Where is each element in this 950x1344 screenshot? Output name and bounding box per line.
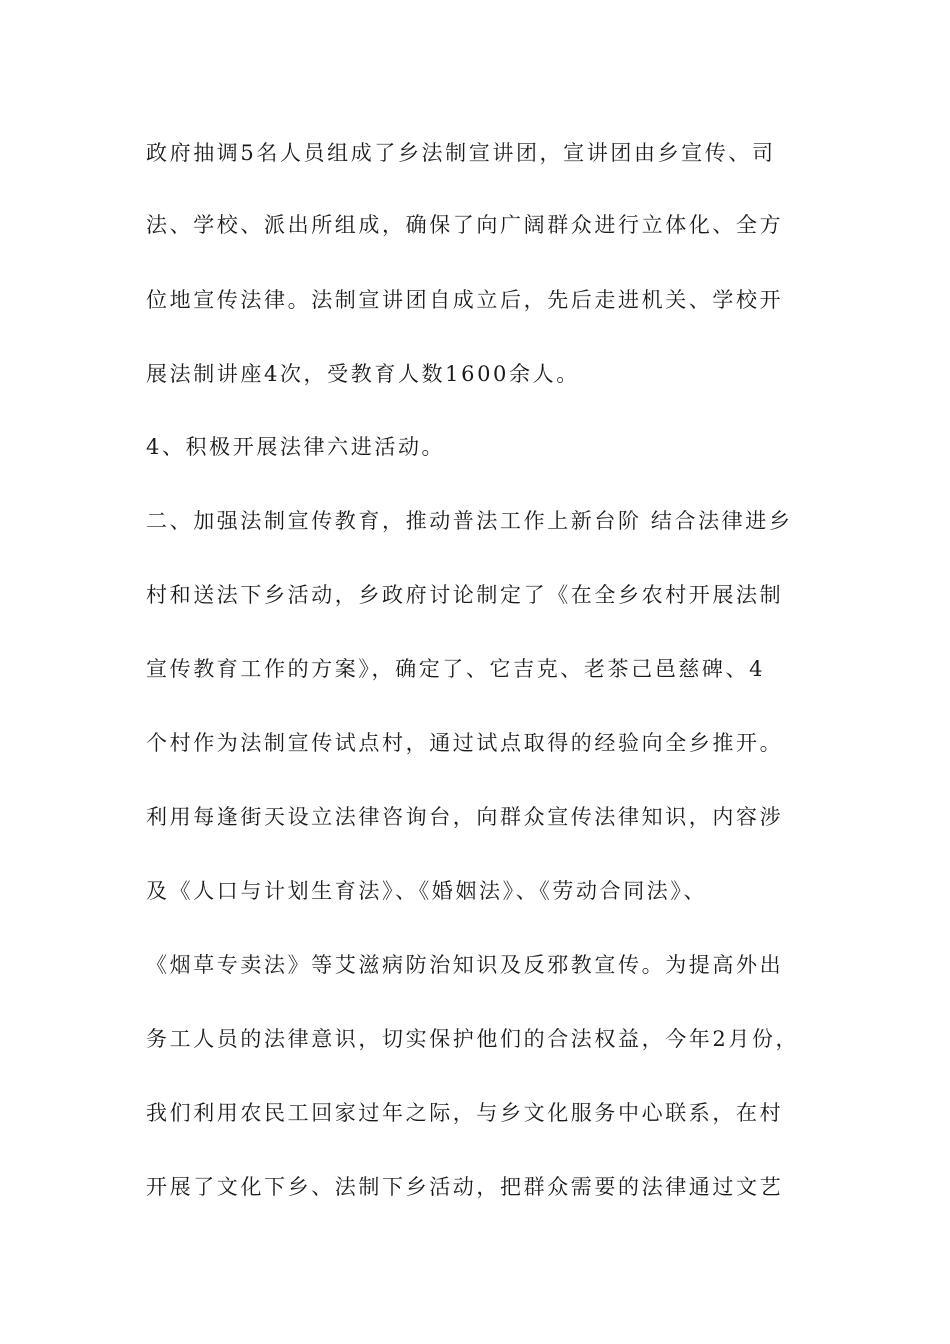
text-line: 及《人口与计划生育法》、《婚姻法》、《劳动合同法》、 bbox=[146, 879, 708, 903]
text-line: 4、积极开展法律六进活动。 bbox=[146, 435, 446, 459]
text-line: 我们利用农民工回家过年之际，与乡文化服务中心联系，在村 bbox=[146, 1101, 784, 1125]
text-line: 利用每逢街天设立法律咨询台，向群众宣传法律知识，内容涉 bbox=[146, 805, 784, 829]
text-line: 法、学校、派出所组成，确保了向广阔群众进行立体化、全方 bbox=[146, 213, 784, 237]
text-line: 务工人员的法律意识，切实保护他们的合法权益，今年2月份， bbox=[146, 1027, 800, 1051]
text-line: 村和送法下乡活动，乡政府讨论制定了《在全乡农村开展法制 bbox=[146, 583, 784, 607]
text-line: 位地宣传法律。法制宣讲团自成立后，先后走进机关、学校开 bbox=[146, 288, 784, 312]
text-line: 政府抽调5名人员组成了乡法制宣讲团，宣讲团由乡宣传、司 bbox=[146, 141, 776, 165]
text-line: 《烟草专卖法》等艾滋病防治知识及反邪教宣传。为提高外出 bbox=[146, 953, 784, 977]
text-line: 宣传教育工作的方案》，确定了、它吉克、老茶己邑慈碑、4 bbox=[146, 657, 766, 681]
text-line: 展法制讲座4次，受教育人数1600余人。 bbox=[146, 362, 580, 386]
text-line: 二、加强法制宣传教育，推动普法工作上新台阶 结合法律进乡 bbox=[146, 509, 793, 533]
text-line: 个村作为法制宣传试点村，通过试点取得的经验向全乡推开。 bbox=[146, 731, 784, 755]
text-line: 开展了文化下乡、法制下乡活动，把群众需要的法律通过文艺 bbox=[146, 1175, 784, 1199]
